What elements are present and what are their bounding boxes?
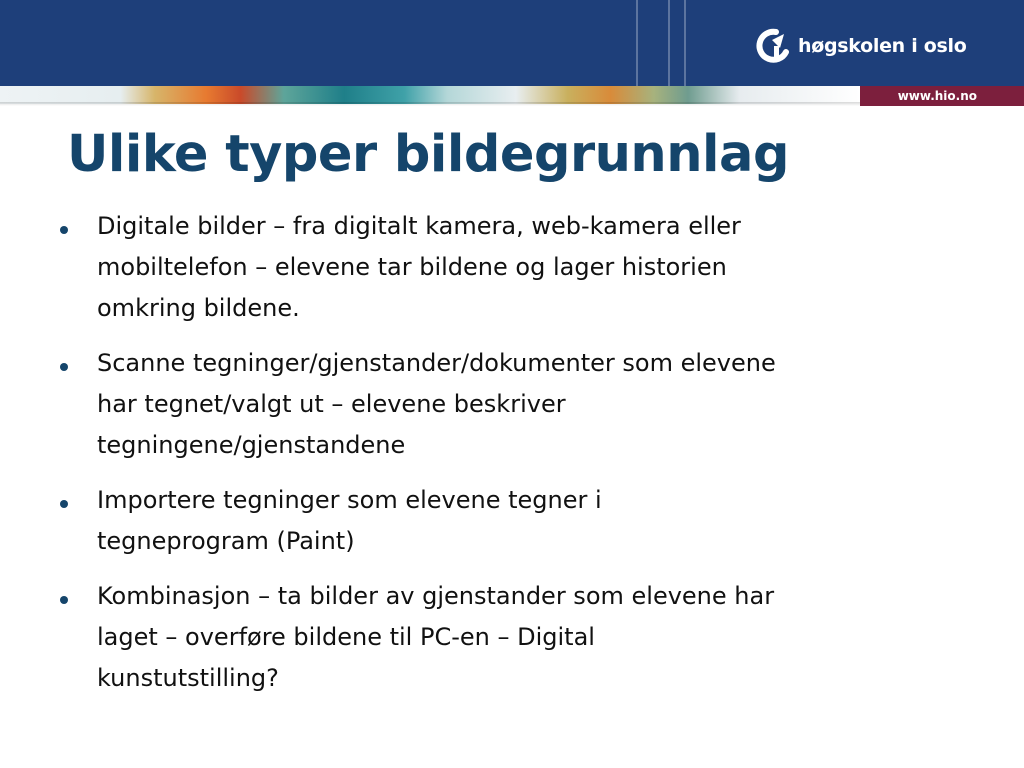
logo-text: høgskolen i oslo: [798, 35, 967, 57]
bullet-item: [60, 343, 920, 466]
bullet-line: omkring bildene.: [97, 294, 300, 322]
bullet-dot: [60, 596, 68, 604]
bullet-dot: [60, 500, 68, 508]
bullet-line: laget – overføre bildene til PC-en – Digital: [97, 623, 595, 651]
decorative-line: [668, 0, 670, 86]
bullet-line: mobiltelefon – elevene tar bildene og lager historien: [97, 253, 727, 281]
website-url: www.hio.no: [897, 89, 977, 103]
decorative-line: [684, 0, 686, 86]
hio-swirl-logo-icon: [756, 26, 792, 66]
logo: [756, 26, 966, 66]
bullet-line: kunstutstilling?: [97, 664, 279, 692]
bullet-line: tegningene/gjenstandene: [97, 431, 406, 459]
bullet-line: Scanne tegninger/gjenstander/dokumenter som elevene: [97, 349, 776, 377]
bullet-list: [60, 206, 920, 713]
decorative-line: [636, 0, 638, 86]
bullet-line: Digitale bilder – fra digitalt kamera, web-kamera eller: [97, 212, 741, 240]
bullet-item: [60, 206, 920, 329]
bullet-line: har tegnet/valgt ut – elevene beskriver: [97, 390, 566, 418]
header-band: [0, 0, 1024, 86]
bullet-dot: [60, 363, 68, 371]
bullet-item: [60, 576, 920, 699]
bullet-item: [60, 480, 920, 562]
strip-shadow: [0, 102, 860, 106]
bullet-line: Kombinasjon – ta bilder av gjenstander som elevene har: [97, 582, 775, 610]
slide-title: Ulike typer bildegrunnlag: [67, 125, 789, 184]
url-band: [860, 86, 1024, 106]
bullet-line: Importere tegninger som elevene tegner i: [97, 486, 602, 514]
bullet-dot: [60, 226, 68, 234]
bullet-line: tegneprogram (Paint): [97, 527, 355, 555]
